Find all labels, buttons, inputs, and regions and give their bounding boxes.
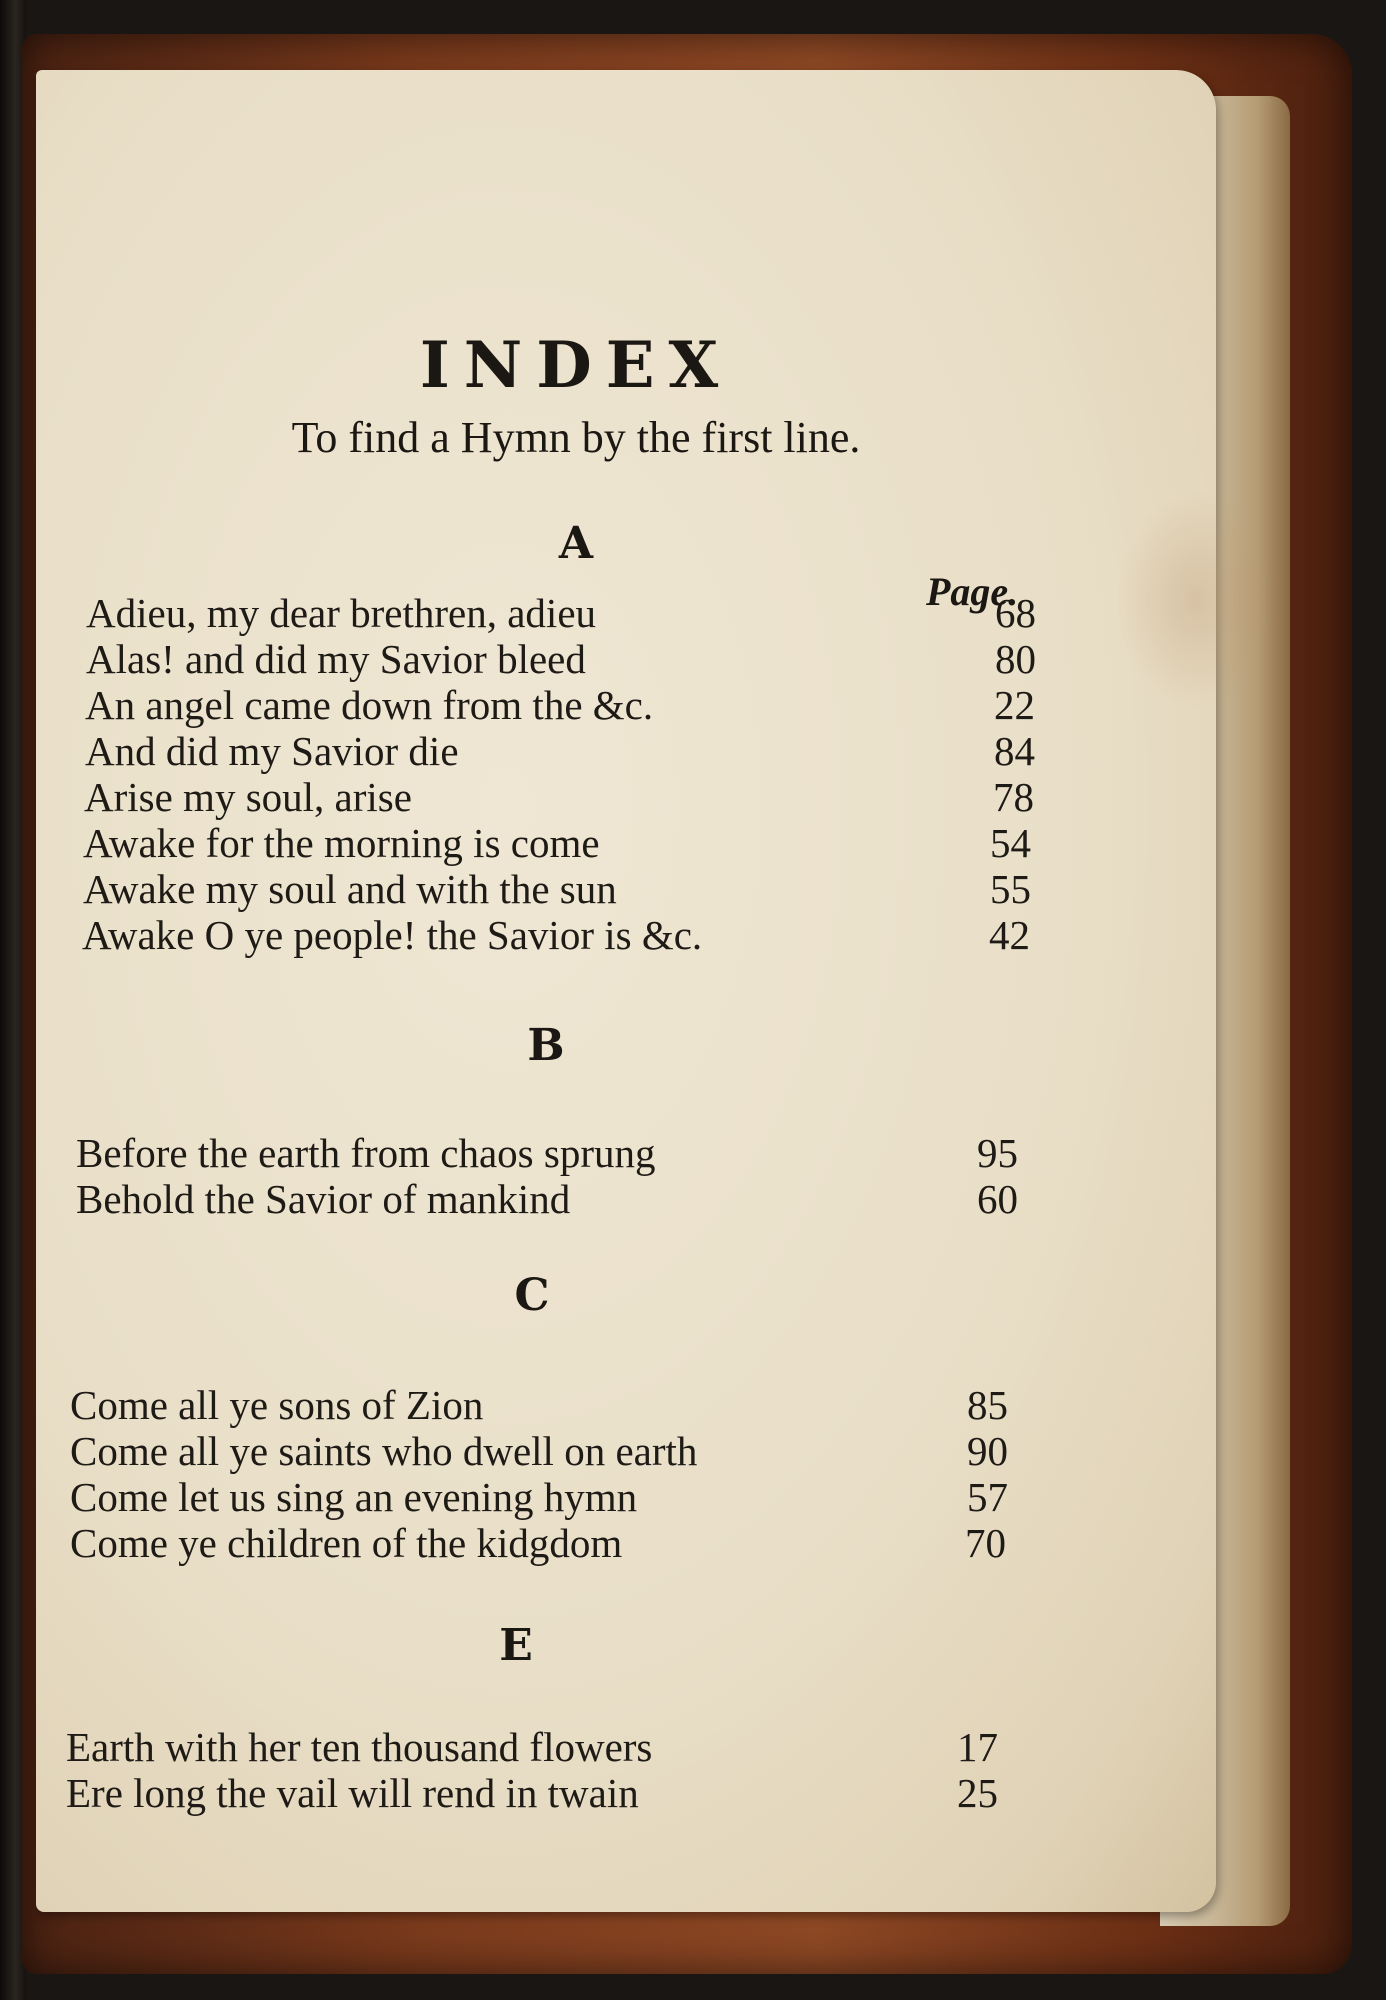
list-item <box>66 1724 1026 1770</box>
hymn-first-line: Earth with her ten thousand flowers <box>66 1724 653 1770</box>
list-item <box>85 682 1045 728</box>
hymn-first-line: Adieu, my dear brethren, adieu <box>86 590 597 636</box>
hymn-first-line: An angel came down from the &c. <box>85 682 654 728</box>
page-number: 22 <box>994 682 1035 728</box>
page-number: 78 <box>993 774 1034 820</box>
page-number: 42 <box>989 912 1030 958</box>
page-number: 55 <box>990 866 1031 912</box>
page-number: 60 <box>977 1176 1018 1222</box>
hymn-first-line: And did my Savior die <box>85 728 459 774</box>
page-number: 85 <box>967 1382 1008 1428</box>
page-number: 95 <box>977 1130 1018 1176</box>
hymn-first-line: Alas! and did my Savior bleed <box>86 636 586 682</box>
page-number: 17 <box>957 1724 998 1770</box>
list-item <box>66 1770 1026 1816</box>
list-item <box>70 1382 1030 1428</box>
page-stain <box>1116 490 1276 710</box>
index-page <box>36 70 1216 1912</box>
hymn-first-line: Awake O ye people! the Savior is &c. <box>82 912 703 958</box>
page-column-label: Page. <box>926 569 1019 614</box>
list-item <box>70 1428 1030 1474</box>
list-item <box>83 820 1043 866</box>
hymn-first-line: Come ye children of the kidgdom <box>70 1520 623 1566</box>
page-number: 68 <box>995 590 1036 636</box>
page-number: 90 <box>967 1428 1008 1474</box>
page-number: 57 <box>967 1474 1008 1520</box>
section-letter-b: B <box>527 1020 565 1071</box>
section-letter-e: E <box>499 1620 533 1671</box>
page-number: 25 <box>957 1770 998 1816</box>
page-subtitle: To find a Hymn by the first line. <box>291 413 861 462</box>
list-item <box>76 1176 1036 1222</box>
hymn-first-line: Awake for the morning is come <box>83 820 600 866</box>
hymn-first-line: Before the earth from chaos sprung <box>76 1130 656 1176</box>
page-number: 80 <box>995 636 1036 682</box>
page-number: 84 <box>994 728 1035 774</box>
hymn-first-line: Come all ye saints who dwell on earth <box>70 1428 698 1474</box>
page-number: 70 <box>965 1520 1006 1566</box>
list-item <box>76 1130 1036 1176</box>
page-number: 54 <box>990 820 1031 866</box>
hymn-first-line: Ere long the vail will rend in twain <box>66 1770 639 1816</box>
list-item <box>70 1474 1030 1520</box>
list-item <box>85 728 1045 774</box>
section-letter-c: C <box>514 1270 550 1321</box>
section-letter-a: A <box>558 518 594 569</box>
list-item <box>83 866 1043 912</box>
page-title: INDEX <box>419 328 733 403</box>
list-item <box>84 774 1044 820</box>
list-item <box>70 1520 1030 1566</box>
list-item <box>82 912 1042 958</box>
list-item <box>86 590 1046 636</box>
hymn-first-line: Arise my soul, arise <box>84 774 412 820</box>
hymn-first-line: Come all ye sons of Zion <box>70 1382 484 1428</box>
hymn-first-line: Behold the Savior of mankind <box>76 1176 571 1222</box>
hymn-first-line: Awake my soul and with the sun <box>83 866 617 912</box>
list-item <box>86 636 1046 682</box>
hymn-first-line: Come let us sing an evening hymn <box>70 1474 638 1520</box>
